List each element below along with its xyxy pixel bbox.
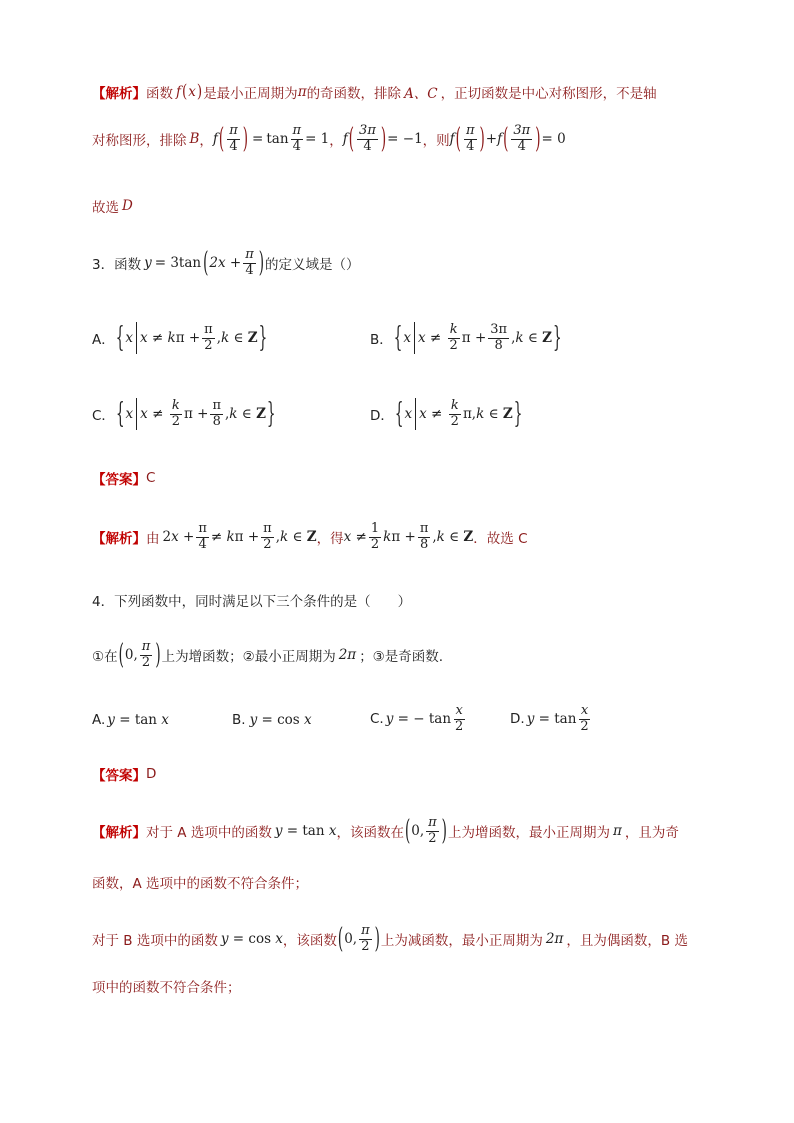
- q4-option-d[interactable]: D. y = tan $\frac{x}{2}$: [510, 703, 589, 734]
- q3-option-a[interactable]: A． { x x ≠ k π + $\frac{\pi}{2}$ , k ∈ Z }: [92, 321, 268, 355]
- question-4-stem: 4．下列函数中，同时满足以下三个条件的是（ ）: [92, 594, 412, 610]
- analysis-line-1: 【解析】 函数 f ( x ) 是最小正周期为 π 的奇函数，排除 A、C ，正切函数是中心对称图形，不是轴: [92, 81, 657, 103]
- q4-analysis-line-4: 项中的函数不符合条件；: [92, 980, 241, 996]
- q4-option-a[interactable]: A. y = tan x: [92, 712, 169, 728]
- q3-option-d[interactable]: D． { x x ≠ $\frac{k}{2}$ π, k ∈ Z }: [370, 397, 523, 431]
- q3-option-c[interactable]: C． { x x ≠ $\frac{k}{2}$ π + $\frac{\pi}{8}$ , k ∈ Z }: [92, 397, 276, 431]
- analysis-tag: 【解析】: [92, 86, 146, 102]
- q3-analysis: 【解析】 由 2 x + $\frac{\pi}{4}$ ≠ k π + $\frac{\pi}{2}$ , k ∈ Z ，得 x ≠ $\frac{1}{2}$ k π + $\frac{\pi}{8}$ , k ∈ Z ．故选 C: [92, 521, 528, 552]
- question-3-stem: 3．函数 y = 3tan ( 2x + $\frac{\pi}{4}$ ) 的定义域是（）: [92, 246, 360, 281]
- analysis-line-2: 对称图形，排除 B ， f ( $\frac{\pi}{4}$ ) = tan $\frac{\pi}{4}$ = 1 ， f ( $\frac{3\pi}{4}$ ) = −1 ，则 f ( $\frac{\pi}{4}$ ) + f ( $\frac{3\pi}{4}$ ) = 0: [92, 122, 566, 157]
- q4-analysis-line-3: 对于 B 选项中的函数 y = cos x ，该函数 ( 0, $\frac{\pi}{2}$ ) 上为减函数，最小正周期为 2π ，且为偶函数，B 选: [92, 922, 688, 957]
- q4-option-b[interactable]: B. y = cos x: [232, 712, 312, 728]
- q3-option-b[interactable]: B． { x x ≠ $\frac{k}{2}$ π + $\frac{3\pi}{8}$ , k ∈ Z }: [370, 321, 562, 355]
- q4-option-c[interactable]: C. y = − tan $\frac{x}{2}$: [370, 703, 464, 734]
- q4-analysis-line-2: 函数，A 选项中的函数不符合条件；: [92, 876, 309, 892]
- q4-answer: 【答案】 D: [92, 766, 157, 784]
- analysis-line-3: 故选 D: [92, 198, 133, 216]
- q3-answer: 【答案】 C: [92, 470, 156, 488]
- q4-analysis-line-1: 【解析】 对于 A 选项中的函数 y = tan x ，该函数在 ( 0, $\frac{\pi}{2}$ ) 上为增函数，最小正周期为 π ，且为奇: [92, 814, 679, 849]
- question-4-conditions: ①在 ( 0, $\frac{\pi}{2}$ ) 上为增函数；②最小正周期为 2π ；③是奇函数.: [92, 638, 444, 673]
